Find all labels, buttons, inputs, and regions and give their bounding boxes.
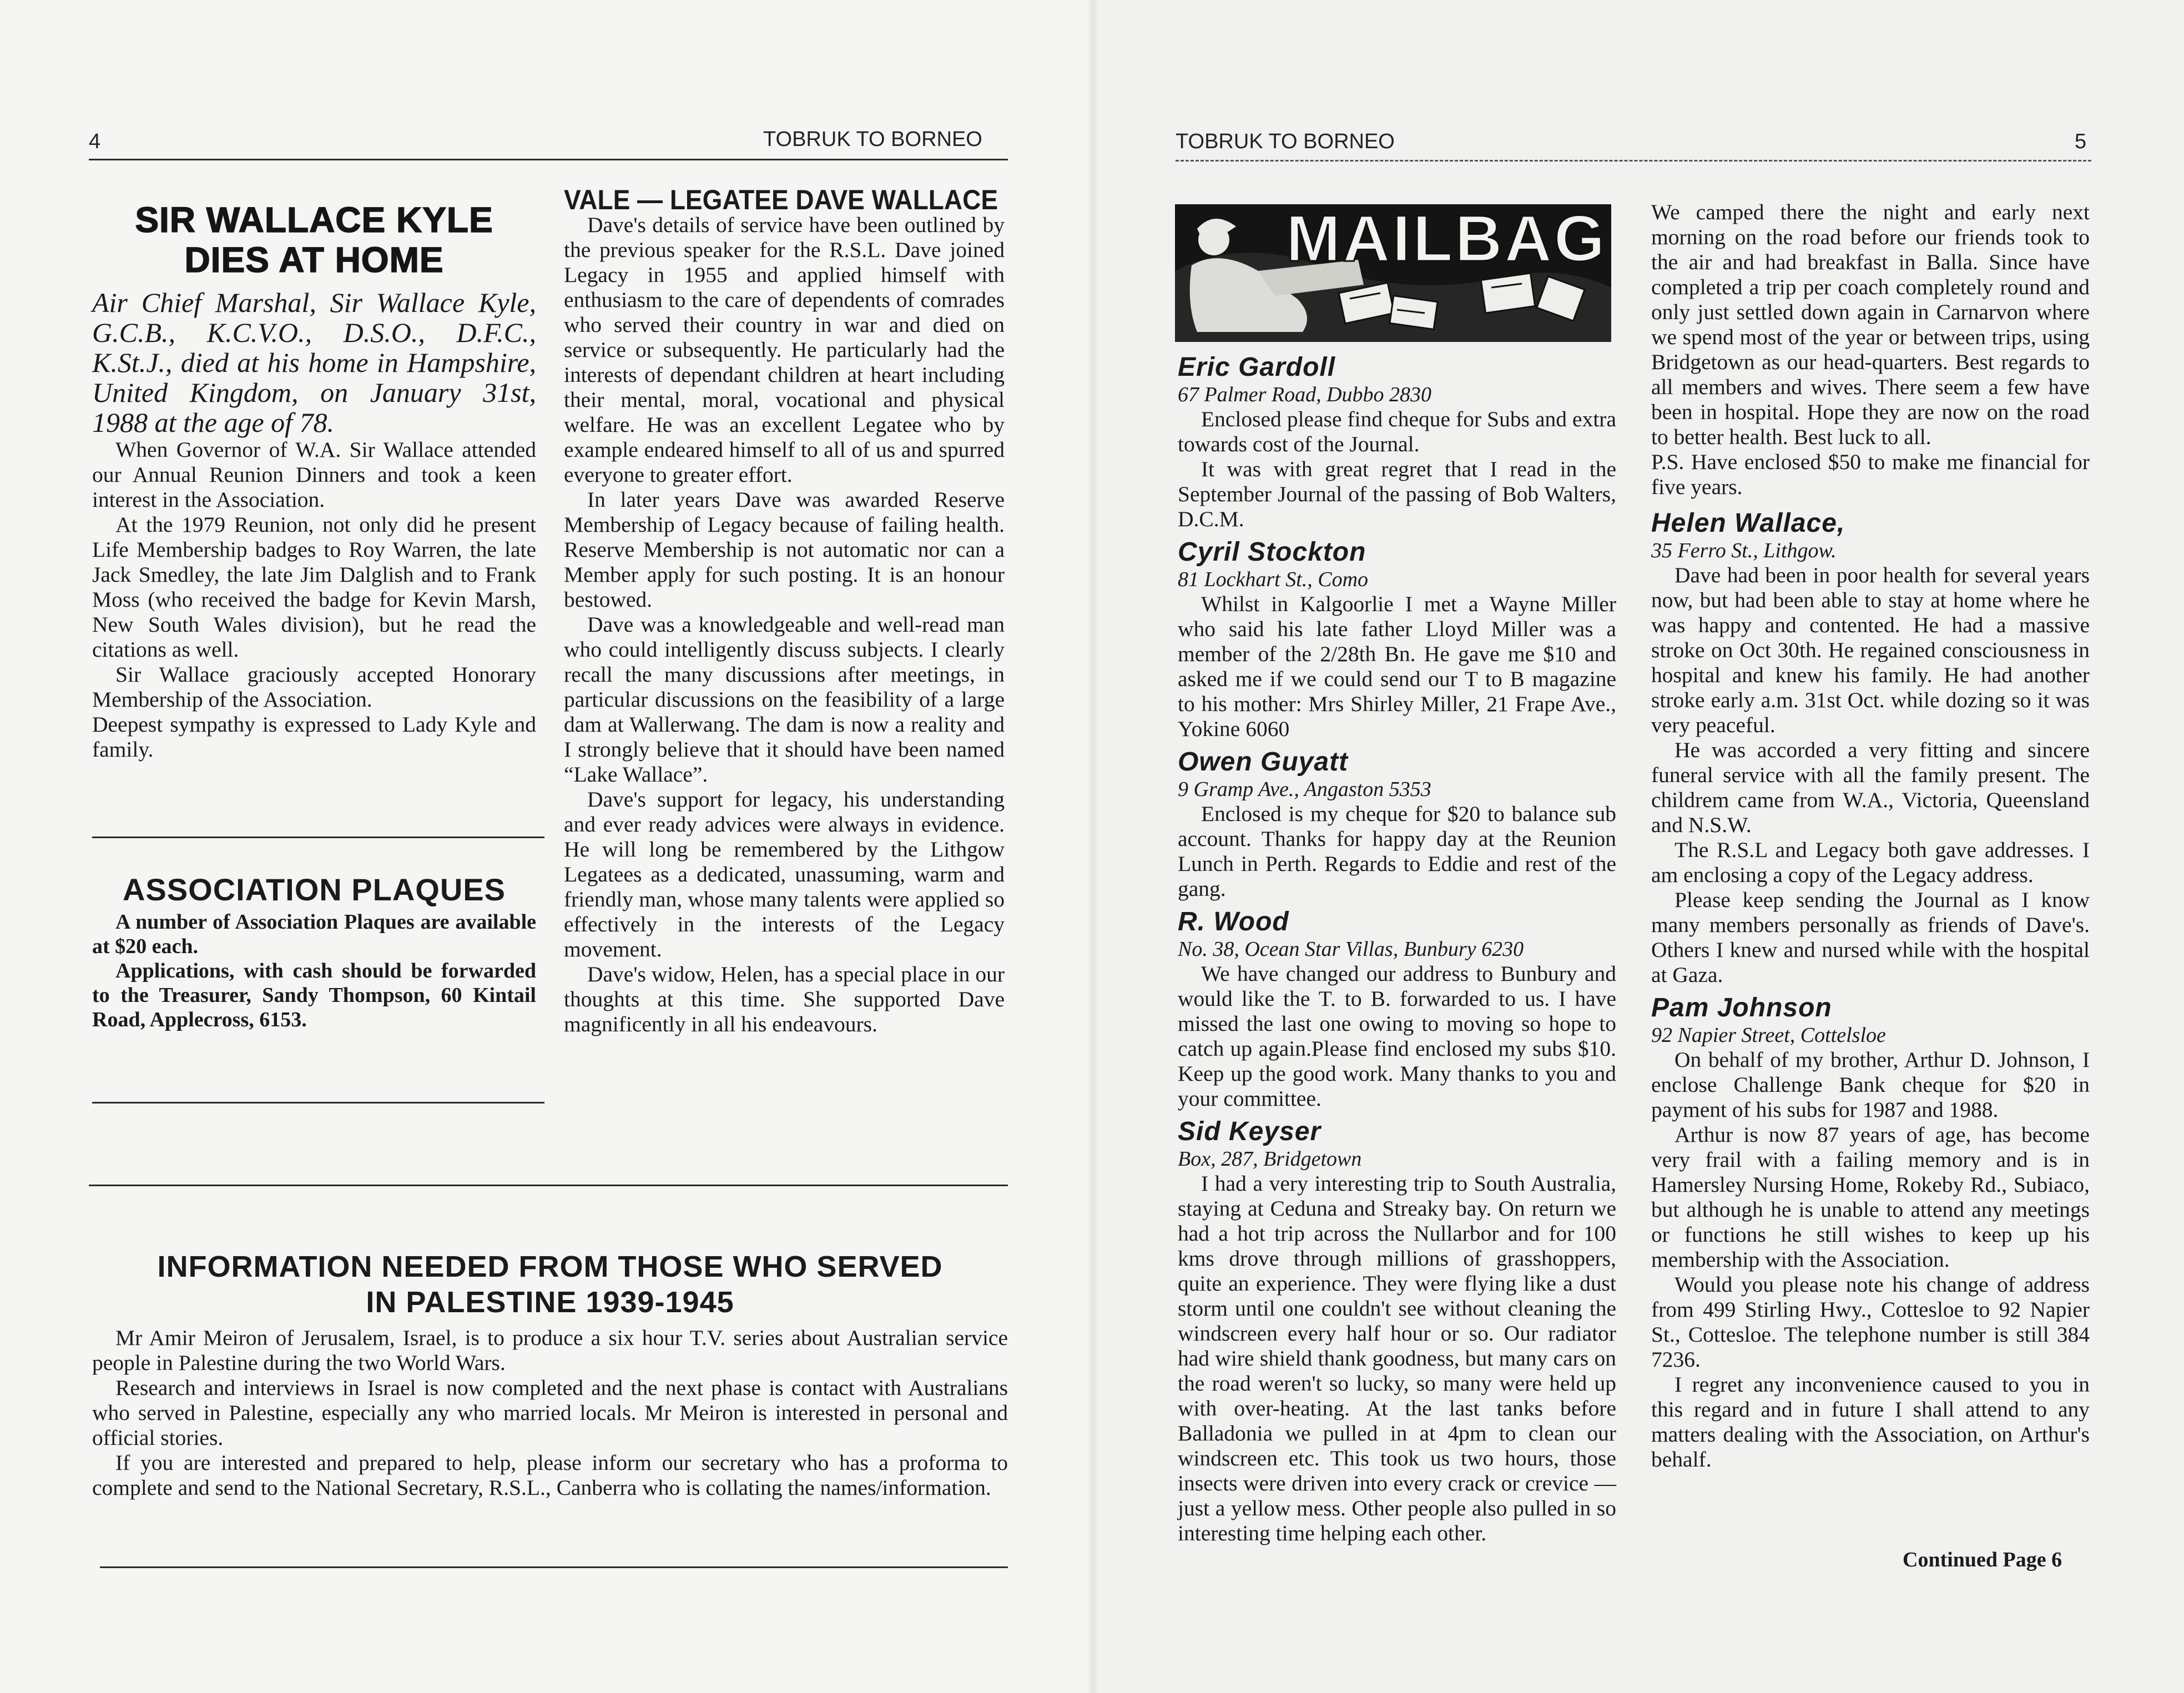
letter-address: 81 Lockhart St., Como (1178, 568, 1369, 591)
letter-paragraph: The R.S.L and Legacy both gave addresses. I am enclosing a copy of the Legacy address. (1651, 838, 2090, 887)
letter-paragraph: We have changed our address to Bunbury and would like the T. to B. forwarded to us. I have missed the last one owing to moving so hope to catch up again.Please find enclosed my subs $10. Keep up the good work. Many thanks to you and your committee. (1178, 961, 1616, 1111)
letter-address: 67 Palmer Road, Dubbo 2830 (1178, 383, 1432, 406)
kyle-headline-line2: DIES AT HOME (184, 240, 444, 280)
letter-paragraph: Enclosed please find cheque for Subs and extra towards cost of the Journal. (1178, 407, 1616, 456)
letter-paragraph: Arthur is now 87 years of age, has become very frail with a failing memory and is in Hamersley Nursing Home, Rokeby Rd., Subiaco, but although he is unable to attend any meetings or functions he still wishes to keep up his membership with the Association. (1651, 1122, 2090, 1272)
palestine-headline-line2: IN PALESTINE 1939-1945 (366, 1286, 734, 1319)
vale-paragraph: Dave's details of service have been outlined by the previous speaker for the R.S.L. Dave joined Legacy in 1955 and applied himself with enthusiasm to the care of dependents of comrades who served their country in war and died on service or subsequently. He particularly had the interests of dependant children at heart including their mental, moral, vocational and physical welfare. He was an excellent Legatee who by example endeared himself to all of us and spurred everyone to greater effort. (564, 213, 1005, 487)
page-gutter (1087, 0, 1099, 1693)
letter-author: Helen Wallace, (1651, 508, 1845, 538)
kyle-closing: Deepest sympathy is expressed to Lady Kyle and family. (92, 712, 536, 762)
vale-paragraph: Dave's widow, Helen, has a special place in our thoughts at this time. She supported Dave magnificently in all his endeavours. (564, 962, 1005, 1036)
letter-paragraph: I regret any inconvenience caused to you in this regard and in future I shall attend to any matters dealing with the Association, on Arthur's behalf. (1651, 1372, 2090, 1472)
vale-paragraph: Dave was a knowledgeable and well-read man who could intelligently discuss subjects. I clearly recall the many discussions after meetings, in particular discussions on the feasibility of a large dam at Wallerwang. The dam is now a reality and I strongly believe that it should have been named “Lake Wallace”. (564, 612, 1005, 787)
kyle-paragraph: When Governor of W.A. Sir Wallace attended our Annual Reunion Dinners and took a keen interest in the Association. (92, 437, 536, 512)
letter-sid-keyser (1178, 1117, 1616, 1546)
letter-r-wood (1178, 907, 1616, 1111)
kyle-divider (92, 837, 544, 838)
letter-eric-gardoll (1178, 352, 1616, 532)
letter-paragraph: Please keep sending the Journal as I know many members personally as friends of Dave's. Others I knew and nursed while with the hospital at Gaza. (1651, 888, 2090, 987)
letter-paragraph: I had a very interesting trip to South Australia, staying at Ceduna and Streaky bay. On return we had a hot trip across the Nullarbor and for 100 kms drove through millions of grasshoppers, quite an experience. They were flying like a dust storm until one couldn't see without cleaning the windscreen every half hour or so. Our radiator had wire shield thank goodness, but many cars on the road weren't so lucky, so many were held up with over-heating. At the last tanks before Balladonia we pulled in at 4pm to clean our windscreen etc. This took us two hours, those insects were driven into every crack or crevice — just a yellow mess. Other people also pulled in so interesting time helping each other. (1178, 1171, 1616, 1545)
letter-paragraph: On behalf of my brother, Arthur D. Johnson, I enclose Challenge Bank cheque for $20 in payment of his subs for 1987 and 1988. (1651, 1047, 2090, 1122)
vale-paragraph: Dave's support for legacy, his understanding and ever ready advices were always in evidence. He will long be remembered by the Lithgow Legatees as a dedicated, unassuming, warm and friendly man, whose many talents were applied so effectively in the interests of the Legacy movement. (564, 787, 1005, 961)
kyle-paragraph: Sir Wallace graciously accepted Honorary Membership of the Association. (92, 662, 536, 712)
palestine-article (92, 1249, 1008, 1500)
palestine-headline-line1: INFORMATION NEEDED FROM THOSE WHO SERVED (157, 1250, 943, 1283)
left-running-head: TOBRUK TO BORNEO (763, 128, 982, 151)
letter-owen-guyatt (1178, 747, 1616, 901)
kyle-paragraph: At the 1979 Reunion, not only did he present Life Membership badges to Roy Warren, the late Jack Smedley, the late Jim Dalglish and to Frank Moss (who received the badge for Kevin Marsh, New South Wales division), but he read the citations as well. (92, 512, 536, 662)
left-header-rule (89, 159, 1008, 160)
continued-note: Continued Page 6 (1903, 1548, 2062, 1571)
keyser-continuation: We camped there the night and early next morning on the road before our friends took to the air and had breakfast in Balla. Since have completed a trip per coach completely round and only just settled down again in Carnarvon where we spend most of the year or between trips, using Bridgetown as our head-quarters. Best regards to all members and wives. There seem a few have been in hospital. Hope they are now on the road to better health. Best luck to all. (1651, 200, 2090, 449)
right-running-head: TOBRUK TO BORNEO (1176, 130, 1395, 153)
palestine-paragraph: Research and interviews in Israel is now completed and the next phase is contact with Australians who served in Palestine, especially any who married locals. Mr Meiron is interested in personal and official stories. (92, 1375, 1008, 1450)
letter-address: No. 38, Ocean Star Villas, Bunbury 6230 (1178, 938, 1524, 961)
letter-paragraph: Enclosed is my cheque for $20 to balance sub account. Thanks for happy day at the Reunion Lunch in Perth. Regards to Eddie and rest of the gang. (1178, 802, 1616, 901)
mailbag-illustration (1175, 204, 1611, 342)
palestine-paragraph: Mr Amir Meiron of Jerusalem, Israel, is to produce a six hour T.V. series about Australian service people in Palestine during the two World Wars. (92, 1326, 1008, 1375)
letter-pam-johnson (1651, 993, 2090, 1472)
letter-author: R. Wood (1178, 907, 1289, 936)
letter-address: 92 Napier Street, Cottelsloe (1651, 1024, 1886, 1047)
right-header-rule (1176, 160, 2091, 162)
letters-column-1 (1178, 347, 1616, 1546)
letter-author: Eric Gardoll (1178, 352, 1336, 382)
right-page-number: 5 (2075, 130, 2087, 153)
letter-paragraph: Whilst in Kalgoorlie I met a Wayne Miller who said his late father Lloyd Miller was a member of the 2/28th Bn. He gave me $10 and asked me if we could send our T to B magazine to his mother: Mrs Shirley Miller, 21 Frape Ave., Yokine 6060 (1178, 592, 1616, 741)
letter-paragraph: It was with great regret that I read in the September Journal of the passing of Bob Walters, D.C.M. (1178, 457, 1616, 531)
letter-paragraph: Dave had been in poor health for several years now, but had been able to stay at home where he was happy and contented. He had a massive stroke on Oct 30th. He regained consciousness in hospital and knew his family. He had another stroke early a.m. 31st Oct. while dozing so it was very peaceful. (1651, 563, 2090, 737)
palestine-paragraph: If you are interested and prepared to help, please inform our secretary who has a proforma to complete and send to the National Secretary, R.S.L., Canberra who is collating the names/information. (92, 1450, 1008, 1500)
letters-column-2 (1651, 200, 2090, 1472)
letter-author: Pam Johnson (1651, 993, 1832, 1022)
letter-helen-wallace (1651, 508, 2090, 987)
letter-paragraph: Would you please note his change of address from 499 Stirling Hwy., Cottesloe to 92 Napier St., Cottesloe. The telephone number is still 384 7236. (1651, 1272, 2090, 1372)
letter-author: Owen Guyatt (1178, 747, 1349, 777)
letter-address: 9 Gramp Ave., Angaston 5353 (1178, 778, 1431, 801)
letter-address: Box, 287, Bridgetown (1178, 1147, 1362, 1171)
letter-author: Cyril Stockton (1178, 537, 1366, 567)
kyle-article (92, 200, 536, 762)
palestine-bottom-rule (100, 1566, 1008, 1568)
letter-paragraph: He was accorded a very fitting and sincere funeral service with all the family present. The childrem came from W.A., Victoria, Queensland and N.S.W. (1651, 738, 2090, 837)
palestine-top-rule (89, 1185, 1008, 1186)
left-page-number: 4 (89, 130, 101, 153)
plaques-article (92, 872, 536, 1032)
plaques-headline: ASSOCIATION PLAQUES (122, 872, 506, 907)
plaques-divider (92, 1102, 544, 1104)
letter-author: Sid Keyser (1178, 1117, 1322, 1146)
plaques-paragraph: Applications, with cash should be forwarded to the Treasurer, Sandy Thompson, 60 Kintail Road, Applecross, 6153. (92, 959, 536, 1031)
keyser-postscript: P.S. Have enclosed $50 to make me financial for five years. (1651, 450, 2090, 499)
kyle-lead: Air Chief Marshal, Sir Wallace Kyle, G.C.B., K.C.V.O., D.S.O., D.F.C., K.St.J., died at his home in Hampshire, United Kingdom, on January 31st, 1988 at the age of 78. (92, 287, 536, 438)
vale-paragraph: In later years Dave was awarded Reserve Membership of Legacy because of failing health. Reserve Membership is not automatic nor can a Member apply for such posting. It is an honour bestowed. (564, 487, 1005, 612)
letter-address: 35 Ferro St., Lithgow. (1651, 539, 1837, 562)
kyle-headline-line1: SIR WALLACE KYLE (135, 200, 493, 240)
mailbag-banner (1175, 204, 1611, 342)
vale-headline: VALE — LEGATEE DAVE WALLACE (564, 184, 998, 215)
letter-cyril-stockton (1178, 537, 1616, 742)
mailbag-title: MAILBAG (1286, 204, 1607, 275)
vale-article (564, 184, 1005, 1037)
plaques-paragraph: A number of Association Plaques are available at $20 each. (92, 910, 536, 958)
